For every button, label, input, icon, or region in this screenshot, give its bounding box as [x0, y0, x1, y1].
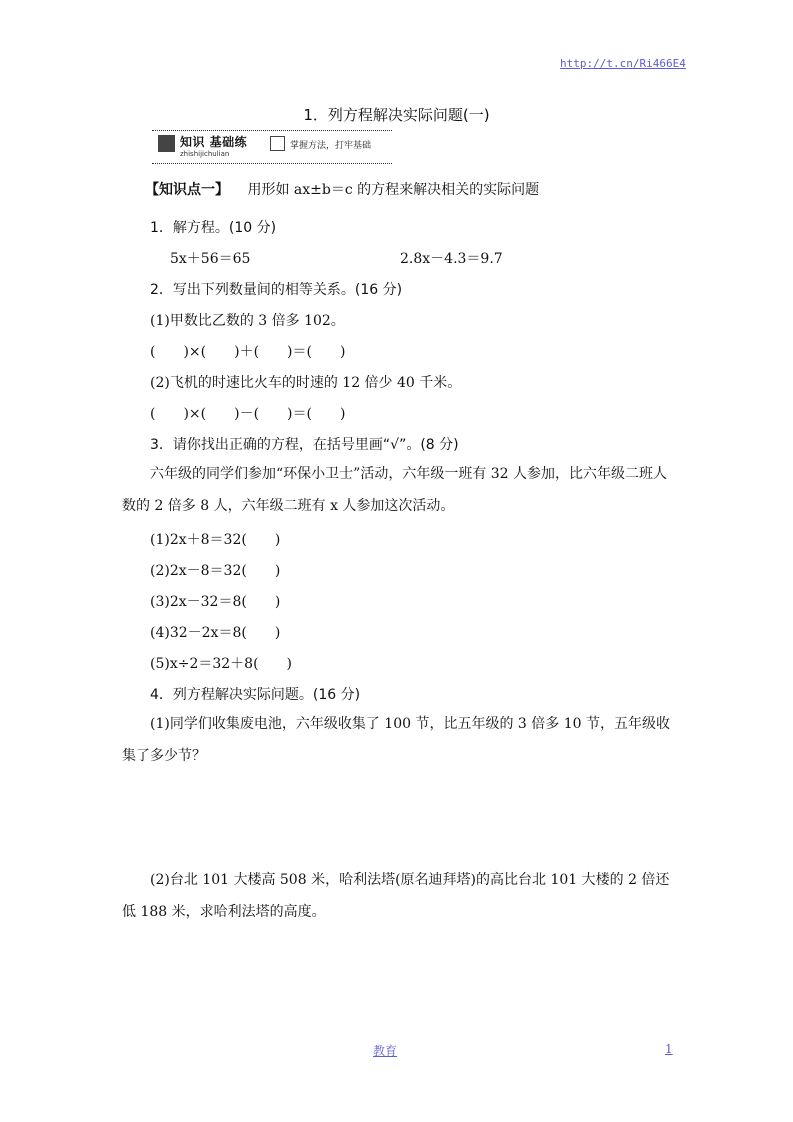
- q2-heading: 2．写出下列数量间的相等关系。(16 分): [150, 282, 403, 298]
- banner-main-text: 知识 基础练: [180, 135, 248, 149]
- header-url[interactable]: http://t.cn/Ri466E4: [560, 57, 686, 70]
- page-title: 1．列方程解决实际问题(一): [303, 106, 490, 124]
- q3-passage: 六年级的同学们参加“环保小卫士”活动，六年级一班有 32 人参加，比六年级二班人数的 2 倍多 8 人，六年级二班有 x 人参加这次活动。: [122, 466, 668, 514]
- q3-heading: 3．请你找出正确的方程，在括号里画“√”。(8 分): [150, 437, 459, 453]
- q3-option-5: (5)x÷2＝32＋8( ): [150, 656, 293, 672]
- q3-option-2: (2)2x－8＝32( ): [150, 563, 281, 579]
- footer-link[interactable]: 教育: [373, 1044, 398, 1058]
- q2-part-2-blanks: ( )×( )－( )＝( ): [150, 406, 346, 422]
- knowledge-point-label: 【知识点一】: [145, 182, 229, 198]
- q2-part-1-blanks: ( )×( )＋( )＝( ): [150, 344, 346, 360]
- banner-box-icon: [270, 136, 285, 151]
- q3-option-1: (1)2x＋8＝32( ): [150, 532, 281, 548]
- banner-pinyin: zhishijichulian: [180, 150, 230, 158]
- q1-heading: 1．解方程。(10 分): [150, 220, 277, 236]
- q4-heading: 4．列方程解决实际问题。(16 分): [150, 687, 361, 703]
- knowledge-point: [145, 180, 539, 200]
- q4-part-2: (2)台北 101 大楼高 508 米，哈利法塔(原名迪拜塔)的高比台北 101 大楼的 2 倍还低 188 米，求哈利法塔的高度。: [122, 872, 670, 920]
- section-banner: [152, 130, 392, 164]
- q1-equation-1: 5x＋56＝65: [170, 251, 251, 267]
- knowledge-point-text: 用形如 ax±b＝c 的方程来解决相关的实际问题: [247, 182, 540, 198]
- q3-option-3: (3)2x－32＝8( ): [150, 594, 281, 610]
- q3-option-4: (4)32－2x＝8( ): [150, 625, 281, 641]
- banner-side-text: 掌握方法，打牢基础: [290, 141, 372, 151]
- q2-part-2: (2)飞机的时速比火车的时速的 12 倍少 40 千米。: [150, 375, 462, 391]
- q2-part-1: (1)甲数比乙数的 3 倍多 102。: [150, 313, 345, 329]
- banner-square-icon: [158, 135, 175, 152]
- page-number: 1: [665, 1042, 673, 1056]
- q1-equation-2: 2.8x－4.3＝9.7: [400, 251, 503, 267]
- q4-part-1: (1)同学们收集废电池，六年级收集了 100 节，比五年级的 3 倍多 10 节，五年级收集了多少节？: [122, 716, 670, 764]
